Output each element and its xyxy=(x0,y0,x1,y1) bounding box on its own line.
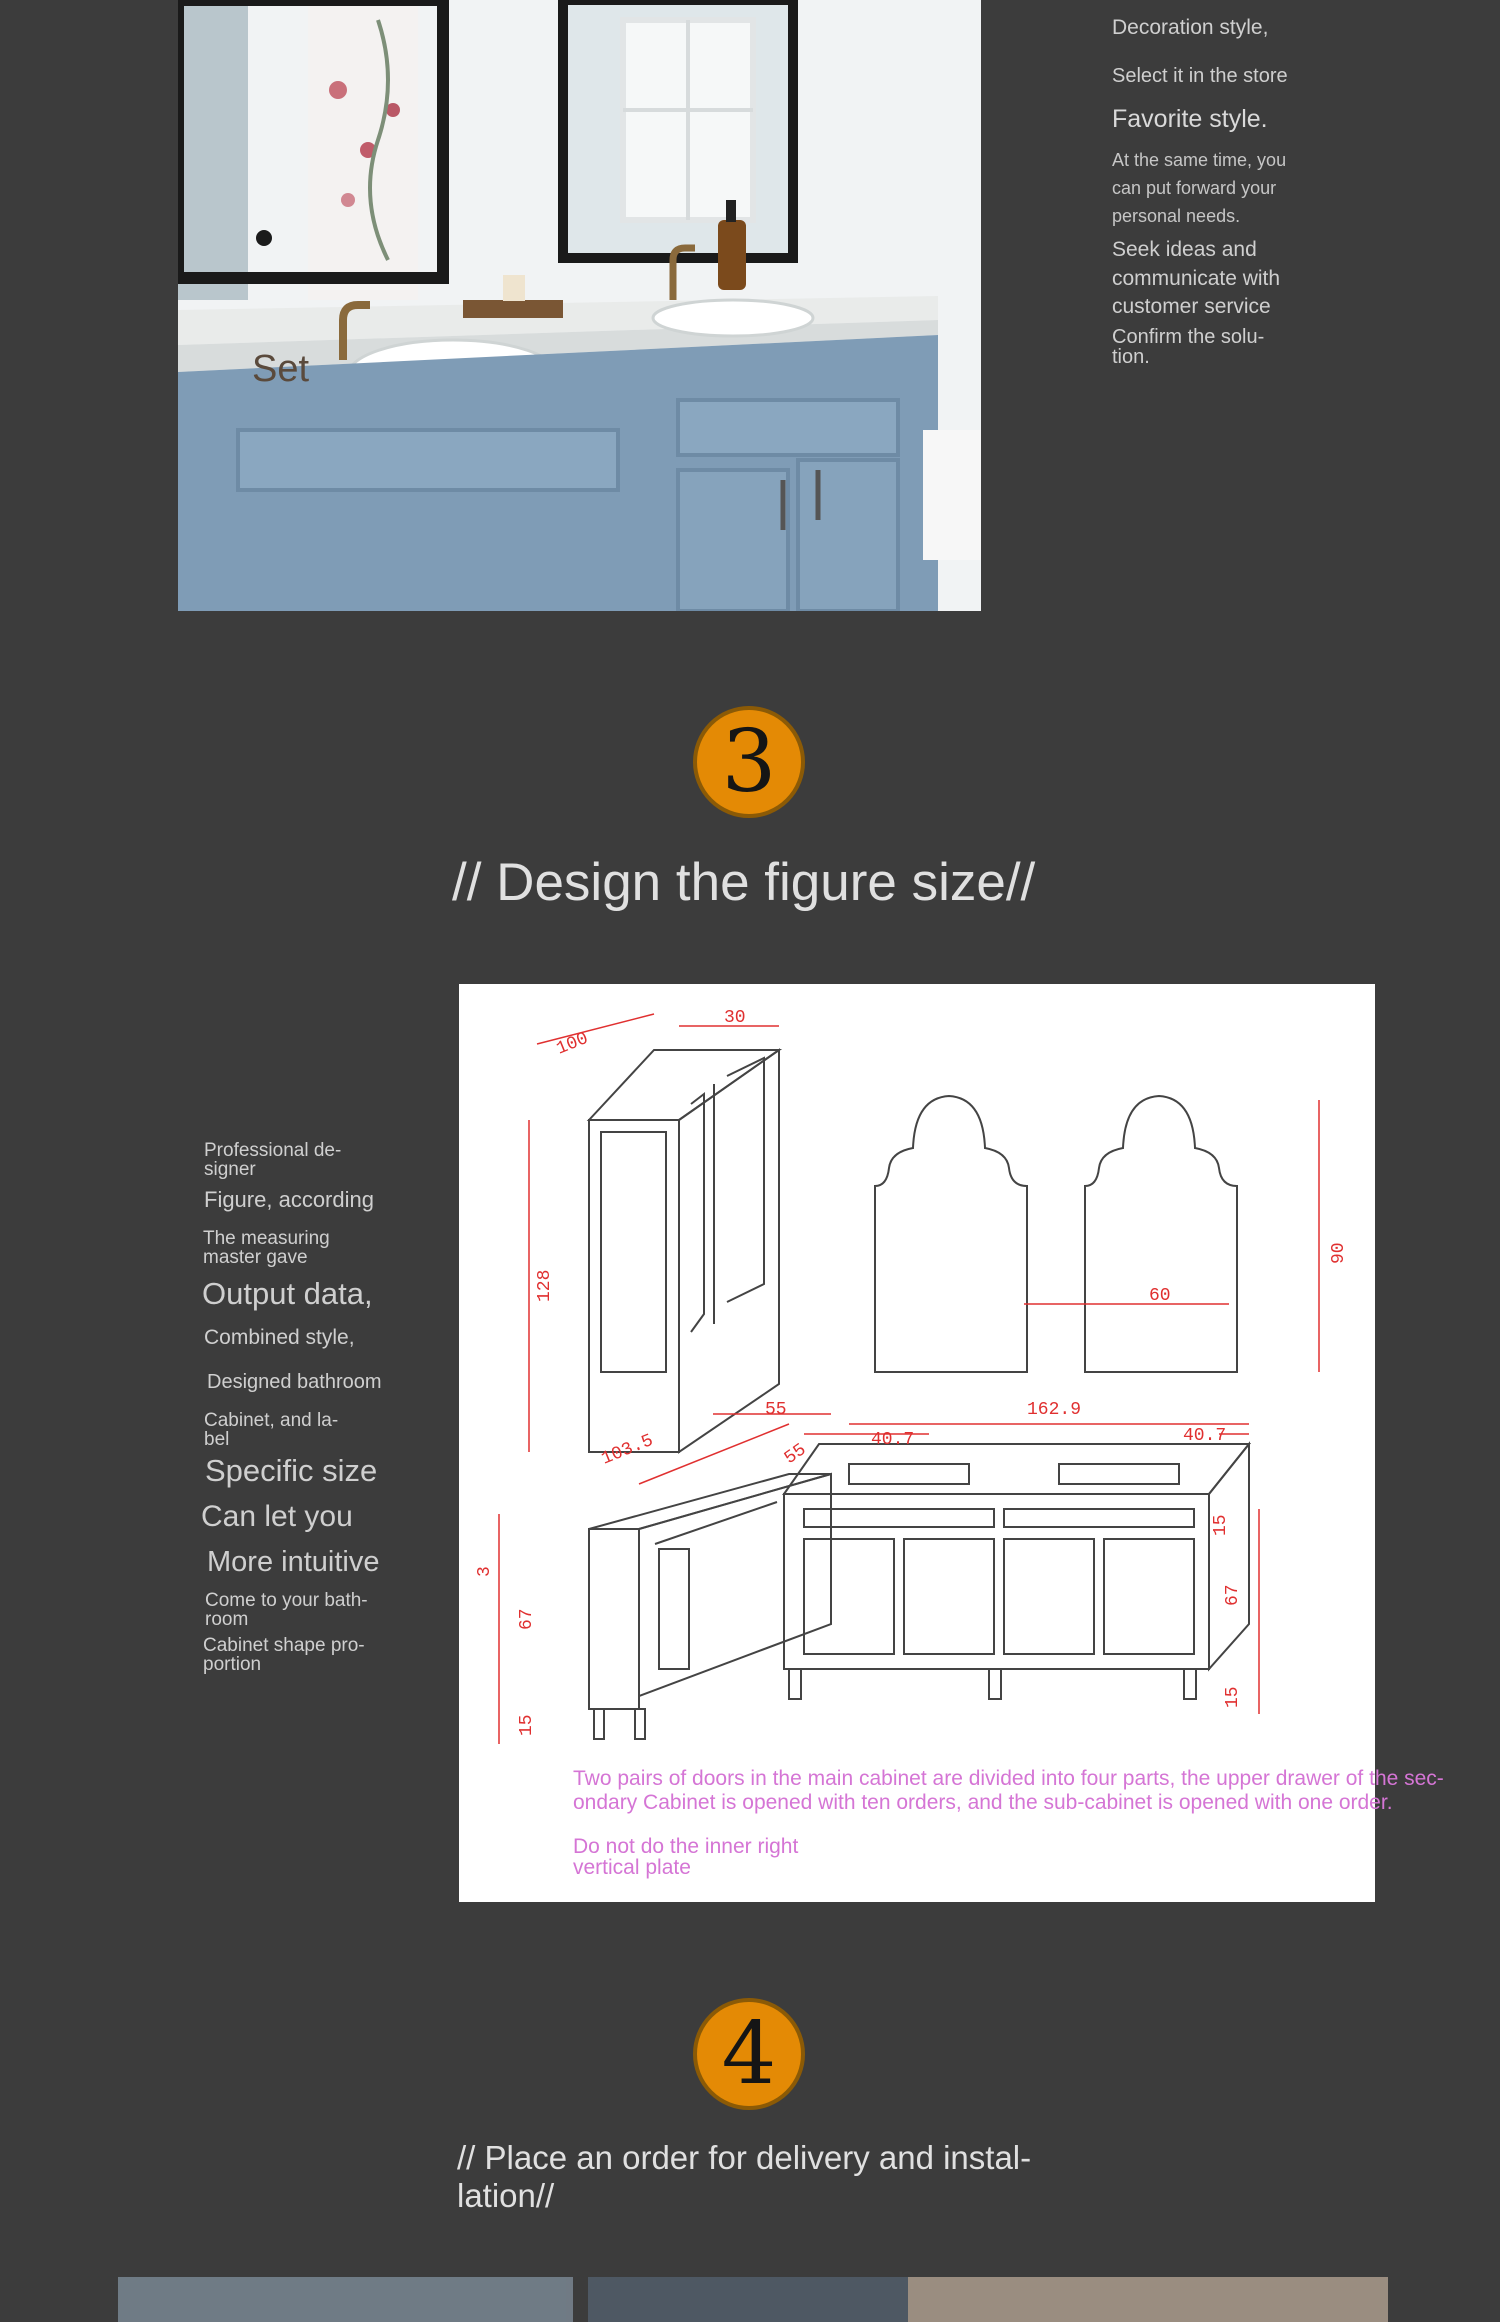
installation-photos-strip xyxy=(118,2277,1388,2322)
installation-photo xyxy=(118,2277,566,2322)
side-text-select-store: Select it in the store xyxy=(1112,65,1288,87)
side-text-seek-ideas: Seek ideas and communicate with customer service xyxy=(1112,238,1281,319)
dim-label: 40.7 xyxy=(871,1430,915,1450)
dim-label: 100 xyxy=(553,1028,592,1060)
design-text-line: Cabinet shape pro- portion xyxy=(203,1635,365,1675)
photo-gap xyxy=(573,2277,588,2322)
design-text-line: Figure, according xyxy=(204,1187,374,1212)
dim-label: 67 xyxy=(1223,1584,1243,1606)
installation-photo xyxy=(908,2277,1388,2322)
design-text-line: Specific size xyxy=(205,1453,378,1488)
side-text-personal-needs: At the same time, you can put forward your personal needs. xyxy=(1112,150,1287,226)
side-text-confirm-solution: Confirm the solu- tion. xyxy=(1112,326,1265,368)
step-4-badge: 4 xyxy=(693,1998,805,2110)
dim-label: 15 xyxy=(517,1714,537,1736)
bathroom-vanity-photo xyxy=(178,0,981,611)
dim-label: 15 xyxy=(1211,1514,1231,1536)
drawing-note-doors: Two pairs of doors in the main cabinet are divided into four parts, the upper drawer of the sec- ondary Cabinet is opened with ten orders, and the sub-cabinet is opened with one order. xyxy=(573,1767,1444,1814)
design-text-line: Can let you xyxy=(201,1500,353,1533)
dim-label: 55 xyxy=(765,1400,787,1420)
dim-label: 162.9 xyxy=(1027,1400,1082,1420)
dim-label: 67 xyxy=(517,1608,537,1630)
dim-label: 90 xyxy=(1329,1242,1349,1264)
design-text-line: More intuitive xyxy=(207,1546,380,1578)
dim-label: 60 xyxy=(1149,1286,1171,1306)
design-text-line: Combined style, xyxy=(204,1326,355,1349)
photo-caption: Set xyxy=(252,348,310,390)
dim-label: 3 xyxy=(475,1566,495,1577)
drawing-note-vertical-plate: Do not do the inner right vertical plate xyxy=(573,1835,799,1879)
dim-label: 30 xyxy=(724,1008,746,1028)
design-text-line: Professional de- signer xyxy=(204,1140,342,1180)
design-text-line: Output data, xyxy=(202,1276,373,1311)
installation-photo xyxy=(588,2277,908,2322)
dim-label: 15 xyxy=(1223,1686,1243,1708)
step-4-title: // Place an order for delivery and instal- lation// xyxy=(457,2139,1032,2214)
dim-label: 128 xyxy=(535,1269,555,1302)
dim-label: 40.7 xyxy=(1183,1426,1227,1446)
step-3-title: // Design the figure size// xyxy=(452,853,1036,912)
side-text-favorite-style: Favorite style. xyxy=(1112,105,1268,133)
side-text-decoration-style: Decoration style, xyxy=(1112,16,1269,39)
dim-label: 55 xyxy=(780,1440,811,1469)
step-3-badge: 3 xyxy=(693,706,805,818)
design-text-line: Designed bathroom xyxy=(207,1371,382,1393)
design-text-line: Cabinet, and la- bel xyxy=(204,1410,339,1450)
design-text-line: Come to your bath- room xyxy=(205,1590,368,1630)
cabinet-dimension-drawing xyxy=(459,984,1375,1902)
dim-label: 103.5 xyxy=(598,1430,657,1470)
design-text-line: The measuring master gave xyxy=(203,1228,330,1268)
